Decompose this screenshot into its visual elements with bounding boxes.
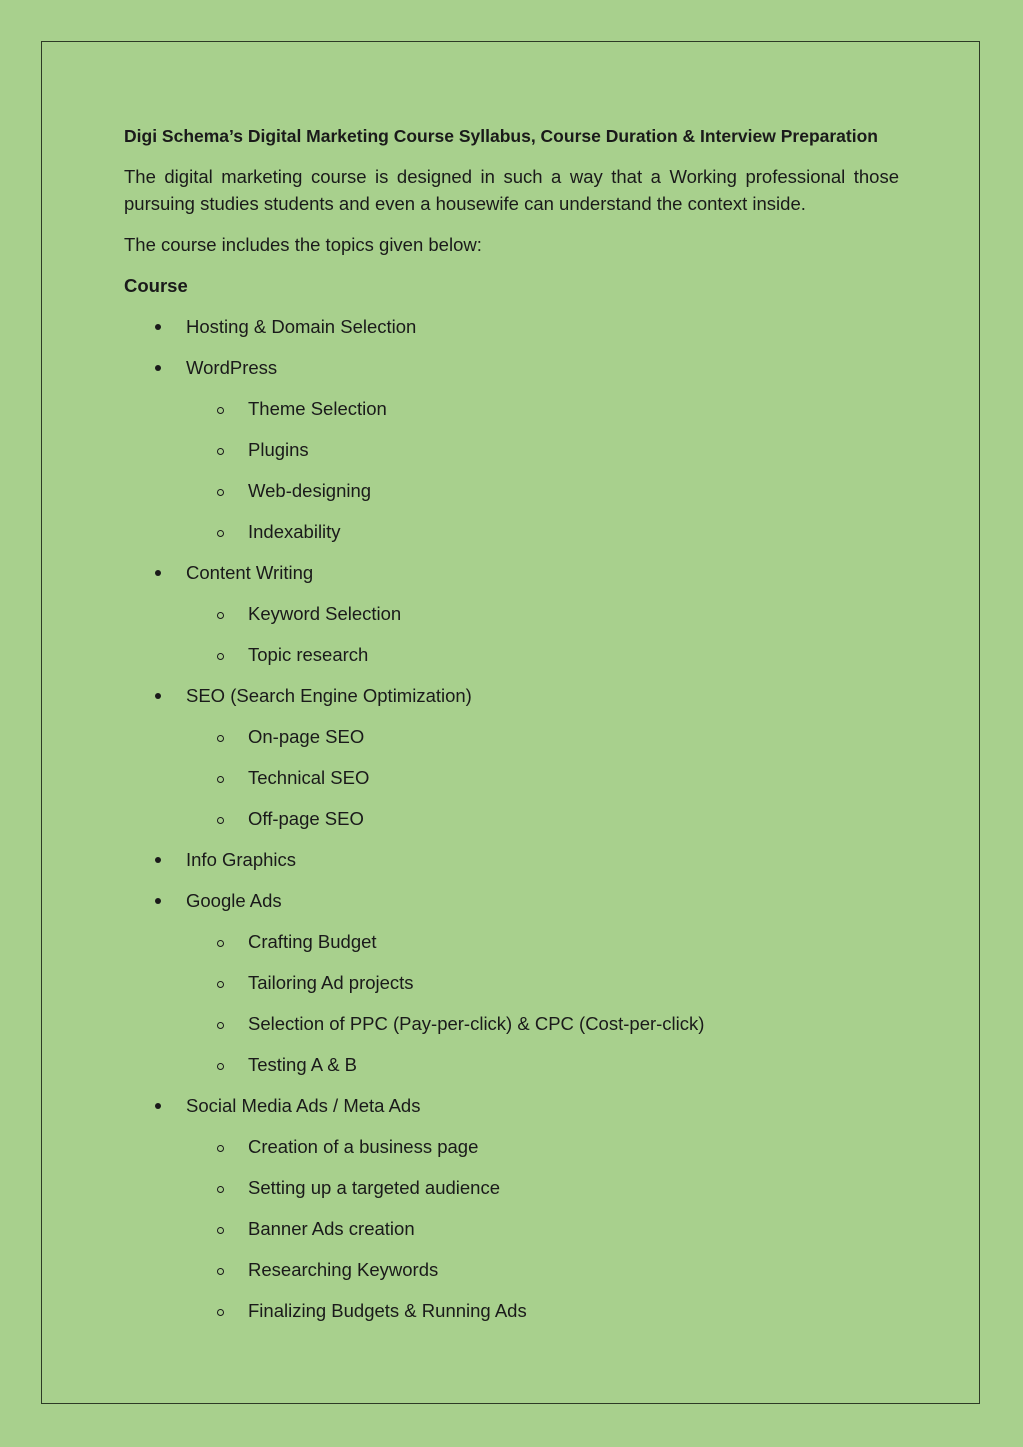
subtopic-item — [124, 1215, 899, 1256]
bullet-dot-icon — [155, 324, 161, 330]
bullet-circle-icon — [217, 1145, 224, 1152]
subtopic-label: Topic research — [248, 644, 369, 665]
subtopic-label: Banner Ads creation — [248, 1218, 415, 1239]
subtopic-item — [124, 641, 899, 682]
subtopic-label: On-page SEO — [248, 726, 365, 747]
subtopic-label: Plugins — [248, 439, 309, 460]
subtopic-item — [124, 969, 899, 1010]
bullet-dot-icon — [155, 365, 161, 371]
bullet-circle-icon — [217, 530, 224, 537]
subtopic-label: Technical SEO — [248, 767, 370, 788]
bullet-circle-icon — [217, 653, 224, 660]
bullet-circle-icon — [217, 1022, 224, 1029]
subtopic-label: Selection of PPC (Pay-per-click) & CPC (Cost-per-click) — [248, 1013, 705, 1034]
subtopic-item — [124, 1297, 899, 1338]
subtopic-item — [124, 518, 899, 559]
subtopic-item — [124, 1051, 899, 1092]
topic-item — [124, 682, 899, 723]
subtopic-label: Finalizing Budgets & Running Ads — [248, 1300, 527, 1321]
topic-item — [124, 313, 899, 354]
bullet-dot-icon — [155, 898, 161, 904]
subtopic-label: Off-page SEO — [248, 808, 364, 829]
subtopic-label: Theme Selection — [248, 398, 387, 419]
section-heading: Course — [124, 275, 188, 296]
document-title: Digi Schema’s Digital Marketing Course Syllabus, Course Duration & Interview Preparation — [124, 126, 878, 146]
bullet-circle-icon — [217, 1268, 224, 1275]
subtopic-item — [124, 805, 899, 846]
subtopic-item — [124, 395, 899, 436]
subtopic-item — [124, 1174, 899, 1215]
subtopic-label: Researching Keywords — [248, 1259, 439, 1280]
subtopic-item — [124, 928, 899, 969]
topic-label: Social Media Ads / Meta Ads — [186, 1095, 421, 1116]
bullet-dot-icon — [155, 693, 161, 699]
subtopic-label: Indexability — [248, 521, 341, 542]
subtopic-item — [124, 723, 899, 764]
bullet-circle-icon — [217, 1063, 224, 1070]
topic-label: Hosting & Domain Selection — [186, 316, 417, 337]
subtopic-item — [124, 477, 899, 518]
topics-list — [124, 313, 899, 1338]
subtopic-label: Web-designing — [248, 480, 372, 501]
bullet-dot-icon — [155, 570, 161, 576]
subtopic-label: Crafting Budget — [248, 931, 377, 952]
topic-item — [124, 559, 899, 600]
bullet-circle-icon — [217, 489, 224, 496]
topic-label: Info Graphics — [186, 849, 297, 870]
bullet-dot-icon — [155, 1103, 161, 1109]
bullet-dot-icon — [155, 857, 161, 863]
bullet-circle-icon — [217, 940, 224, 947]
subtopic-label: Creation of a business page — [248, 1136, 479, 1157]
bullet-circle-icon — [217, 1186, 224, 1193]
topic-item — [124, 1092, 899, 1133]
topic-label: SEO (Search Engine Optimization) — [186, 685, 472, 706]
bullet-circle-icon — [217, 735, 224, 742]
bullet-circle-icon — [217, 1227, 224, 1234]
bullet-circle-icon — [217, 776, 224, 783]
topic-label: Content Writing — [186, 562, 314, 583]
topic-item — [124, 846, 899, 887]
bullet-circle-icon — [217, 1309, 224, 1316]
subtopic-item — [124, 1133, 899, 1174]
subtopic-item — [124, 764, 899, 805]
topic-item — [124, 887, 899, 928]
bullet-circle-icon — [217, 407, 224, 414]
bullet-circle-icon — [217, 448, 224, 455]
topics-intro: The course includes the topics given below: — [124, 234, 482, 255]
bullet-circle-icon — [217, 612, 224, 619]
subtopic-label: Tailoring Ad projects — [248, 972, 414, 993]
subtopic-label: Setting up a targeted audience — [248, 1177, 500, 1198]
subtopic-item — [124, 600, 899, 641]
topic-item — [124, 354, 899, 395]
document-body — [124, 122, 899, 1338]
subtopic-label: Testing A & B — [248, 1054, 358, 1075]
topic-label: Google Ads — [186, 890, 282, 911]
bullet-circle-icon — [217, 981, 224, 988]
subtopic-item — [124, 1256, 899, 1297]
subtopic-item — [124, 436, 899, 477]
topic-label: WordPress — [186, 357, 278, 378]
bullet-circle-icon — [217, 817, 224, 824]
subtopic-label: Keyword Selection — [248, 603, 402, 624]
intro-paragraph: The digital marketing course is designed in such a way that a Working professional those pursuing studies students and even a housewife can understand the context inside. — [124, 166, 899, 214]
subtopic-item — [124, 1010, 899, 1051]
